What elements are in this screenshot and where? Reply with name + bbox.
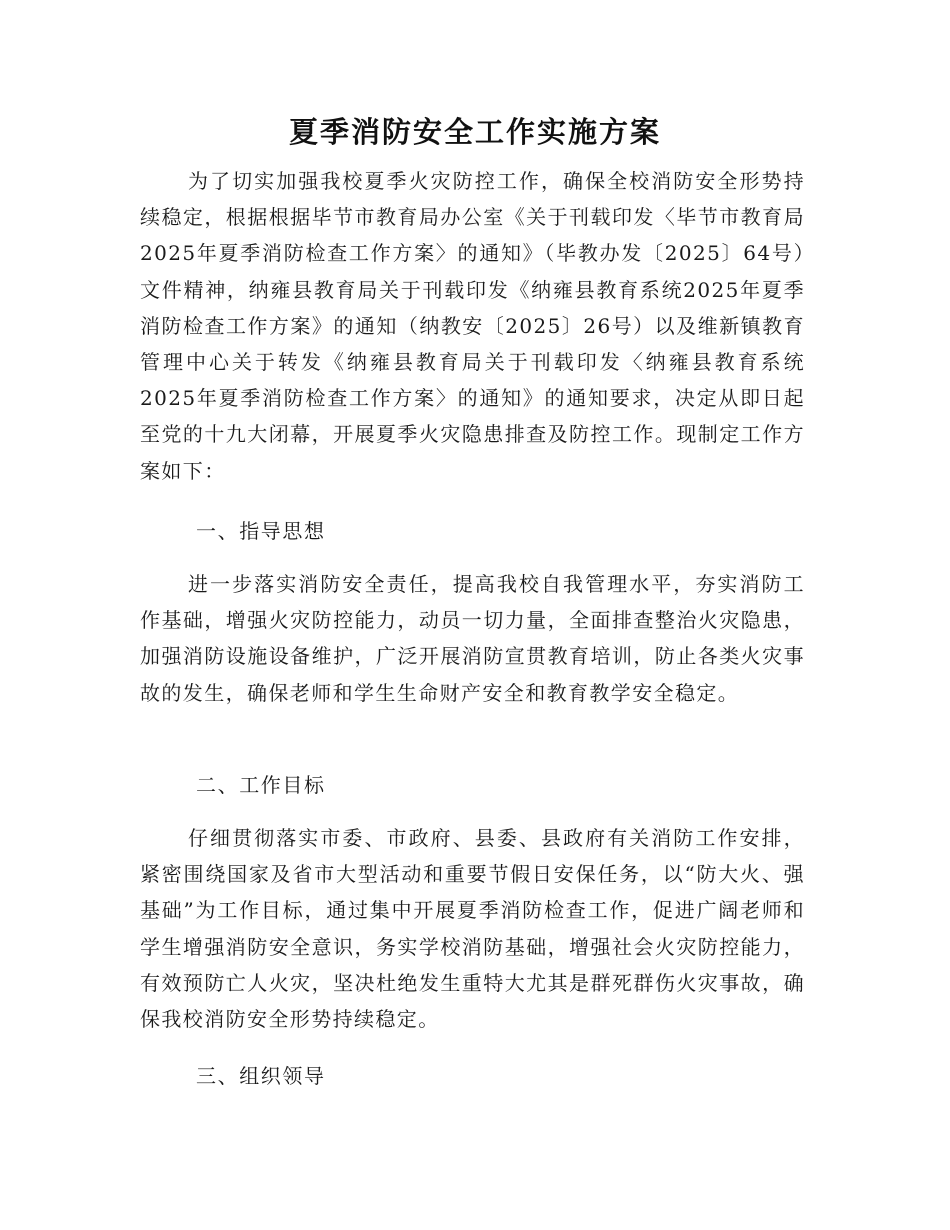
section-body-work-goals: 仔细贯彻落实市委、市政府、县委、县政府有关消防工作安排，紧密围绕国家及省市大型活动和重要节假日安保任务，以“防大火、强基础”为工作目标，通过集中开展夏季消防检查工作，促进广阔老师和学生增强消防安全意识，务实学校消防基础，增强社会火灾防控能力，有效预防亡人火灾，坚决杜绝发生重特大尤其是群死群伤火灾事故，确保我校消防安全形势持续稳定。 bbox=[140, 826, 805, 1032]
section-heading-organization-leadership: 三、组织领导 bbox=[196, 1064, 326, 1088]
section-body-guiding-ideology: 进一步落实消防安全责任，提高我校自我管理水平，夯实消防工作基础，增强火灾防控能力，动员一切力量，全面排查整治火灾隐患，加强消防设施设备维护，广泛开展消防宣贯教育培训，防止各类火灾事故的发生，确保老师和学生生命财产安全和教育教学安全稳定。 bbox=[140, 572, 805, 705]
intro-paragraph: 为了切实加强我校夏季火灾防控工作，确保全校消防安全形势持续稳定，根据根据毕节市教育局办公室《关于刊载印发〈毕节市教育局2025年夏季消防检查工作方案〉的通知》（毕教办发〔2025〕64号）文件精神，纳雍县教育局关于刊载印发《纳雍县教育系统2025年夏季消防检查工作方案》的通知（纳教安〔2025〕26号）以及维新镇教育管理中心关于转发《纳雍县教育局关于刊载印发〈纳雍县教育系统2025年夏季消防检查工作方案〉的通知》的通知要求，决定从即日起至党的十九大闭幕，开展夏季火灾隐患排查及防控工作。现制定工作方案如下： bbox=[140, 169, 805, 483]
section-heading-work-goals: 二、工作目标 bbox=[196, 773, 326, 797]
document-title: 夏季消防安全工作实施方案 bbox=[288, 115, 661, 149]
section-heading-guiding-ideology: 一、指导思想 bbox=[196, 519, 326, 543]
